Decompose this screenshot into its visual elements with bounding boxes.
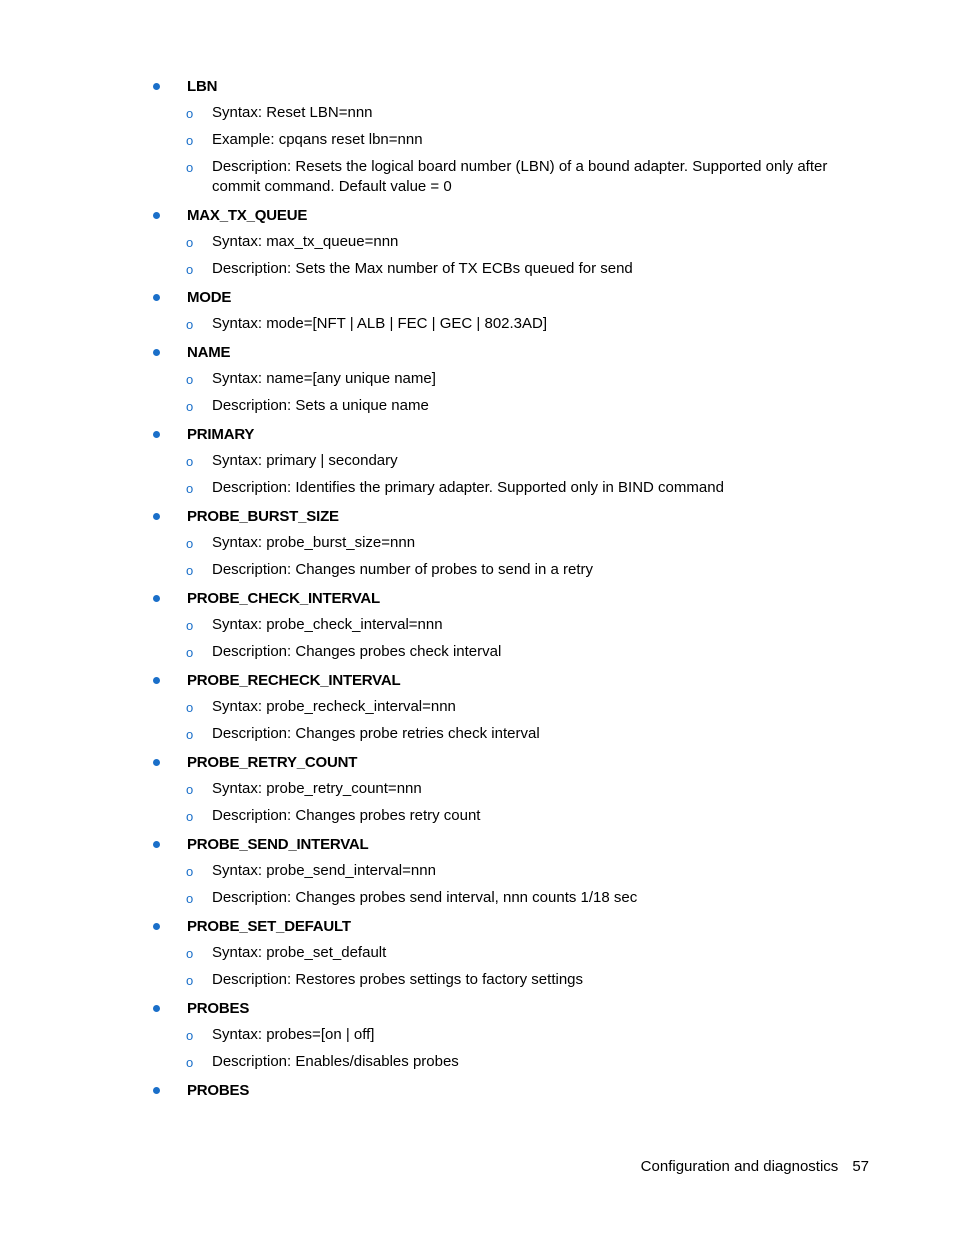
option-heading [0,506,954,527]
circle-bullet-icon: o [186,317,194,332]
option-heading [0,998,954,1019]
option-name: PROBE_SEND_INTERVAL [187,836,369,853]
bullet-icon [153,431,160,438]
sub-list [0,1025,954,1072]
bullet-icon [153,1005,160,1012]
list-item [0,998,954,1072]
sub-list [0,232,954,279]
bullet-icon [153,841,160,848]
sub-item-text: Syntax: probe_check_interval=nnn [212,616,443,633]
option-heading [0,424,954,445]
circle-bullet-icon: o [186,700,194,715]
circle-bullet-icon: o [186,563,194,578]
option-name: PROBE_SET_DEFAULT [187,918,351,935]
bullet-icon [153,759,160,766]
sub-list-item [0,259,954,279]
list-item [0,834,954,908]
sub-item-text: Example: cpqans reset lbn=nnn [212,131,423,148]
sub-list-item [0,970,954,990]
sub-list-item [0,130,954,150]
sub-item-text: Description: Changes probe retries check interval [212,725,540,742]
sub-list-item [0,1052,954,1072]
option-heading [0,287,954,308]
circle-bullet-icon: o [186,372,194,387]
option-list [0,76,954,1101]
sub-list-item [0,451,954,471]
bullet-icon [153,677,160,684]
sub-item-text: Description: Changes probes send interval, nnn counts 1/18 sec [212,889,638,906]
list-item [0,424,954,498]
circle-bullet-icon: o [186,891,194,906]
sub-list [0,314,954,334]
list-item [0,588,954,662]
list-item [0,205,954,279]
option-name: PROBE_RETRY_COUNT [187,754,358,771]
bullet-icon [153,83,160,90]
circle-bullet-icon: o [186,809,194,824]
sub-list [0,861,954,908]
circle-bullet-icon: o [186,160,194,175]
bullet-icon [153,513,160,520]
bullet-icon [153,212,160,219]
circle-bullet-icon: o [186,727,194,742]
sub-item-text: Syntax: probe_recheck_interval=nnn [212,698,456,715]
bullet-icon [153,349,160,356]
sub-list-item [0,232,954,252]
sub-list-item [0,533,954,553]
option-name: MODE [187,289,232,306]
circle-bullet-icon: o [186,106,194,121]
sub-list-item [0,724,954,744]
sub-list-item [0,314,954,334]
circle-bullet-icon: o [186,946,194,961]
sub-item-text: Description: Changes number of probes to send in a retry [212,561,594,578]
circle-bullet-icon: o [186,454,194,469]
circle-bullet-icon: o [186,133,194,148]
circle-bullet-icon: o [186,618,194,633]
circle-bullet-icon: o [186,973,194,988]
sub-item-text: Description: Resets the logical board number (LBN) of a bound adapter. Supported only after commit command. Default value = 0 [212,158,828,195]
list-item [0,287,954,334]
option-heading [0,76,954,97]
sub-list [0,943,954,990]
option-heading [0,834,954,855]
sub-item-text: Description: Restores probes settings to factory settings [212,971,584,988]
sub-item-text: Syntax: probe_burst_size=nnn [212,534,416,551]
circle-bullet-icon: o [186,1055,194,1070]
sub-list-item [0,642,954,662]
circle-bullet-icon: o [186,864,194,879]
list-item [0,1080,954,1101]
sub-list-item [0,478,954,498]
sub-item-text: Syntax: probes=[on | off] [212,1026,375,1043]
sub-list-item [0,396,954,416]
sub-list-item [0,157,954,197]
circle-bullet-icon: o [186,536,194,551]
option-name: PROBE_RECHECK_INTERVAL [187,672,401,689]
sub-item-text: Description: Sets a unique name [212,397,429,414]
sub-item-text: Syntax: Reset LBN=nnn [212,104,373,121]
option-heading [0,205,954,226]
sub-list [0,779,954,826]
page-footer [641,1157,869,1177]
sub-item-text: Description: Identifies the primary adapter. Supported only in BIND command [212,479,724,496]
sub-item-text: Description: Sets the Max number of TX ECBs queued for send [212,260,633,277]
sub-list [0,451,954,498]
sub-item-text: Syntax: primary | secondary [212,452,398,469]
option-name: PROBES [187,1000,250,1017]
sub-list-item [0,615,954,635]
option-name: PROBES [187,1082,250,1099]
option-heading [0,916,954,937]
list-item [0,76,954,197]
circle-bullet-icon: o [186,645,194,660]
page-number: 57 [852,1158,869,1175]
sub-item-text: Description: Changes probes check interval [212,643,502,660]
sub-item-text: Syntax: mode=[NFT | ALB | FEC | GEC | 802.3AD] [212,315,548,332]
sub-item-text: Description: Changes probes retry count [212,807,481,824]
sub-list-item [0,888,954,908]
option-name: PROBE_CHECK_INTERVAL [187,590,380,607]
sub-list-item [0,806,954,826]
sub-list-item [0,697,954,717]
sub-list [0,615,954,662]
sub-list [0,369,954,416]
list-item [0,506,954,580]
sub-item-text: Syntax: probe_send_interval=nnn [212,862,436,879]
sub-list-item [0,103,954,123]
bullet-icon [153,294,160,301]
option-heading [0,1080,954,1101]
circle-bullet-icon: o [186,782,194,797]
sub-item-text: Syntax: probe_set_default [212,944,387,961]
circle-bullet-icon: o [186,1028,194,1043]
circle-bullet-icon: o [186,399,194,414]
footer-section-title: Configuration and diagnostics [640,1158,839,1175]
sub-list-item [0,861,954,881]
circle-bullet-icon: o [186,235,194,250]
option-heading [0,670,954,691]
option-name: PROBE_BURST_SIZE [187,508,339,525]
option-name: NAME [187,344,231,361]
sub-item-text: Syntax: probe_retry_count=nnn [212,780,422,797]
sub-item-text: Syntax: max_tx_queue=nnn [212,233,399,250]
list-item [0,342,954,416]
option-heading [0,588,954,609]
option-name: MAX_TX_QUEUE [187,207,308,224]
sub-list-item [0,943,954,963]
option-heading [0,342,954,363]
circle-bullet-icon: o [186,262,194,277]
circle-bullet-icon: o [186,481,194,496]
list-item [0,670,954,744]
sub-list [0,533,954,580]
sub-list [0,103,954,197]
sub-list [0,697,954,744]
sub-list-item [0,779,954,799]
option-name: LBN [187,78,218,95]
option-name: PRIMARY [187,426,255,443]
sub-item-text: Syntax: name=[any unique name] [212,370,436,387]
bullet-icon [153,923,160,930]
bullet-icon [153,595,160,602]
list-item [0,916,954,990]
sub-list-item [0,560,954,580]
sub-list-item [0,1025,954,1045]
list-item [0,752,954,826]
option-heading [0,752,954,773]
sub-list-item [0,369,954,389]
bullet-icon [153,1087,160,1094]
sub-item-text: Description: Enables/disables probes [212,1053,459,1070]
